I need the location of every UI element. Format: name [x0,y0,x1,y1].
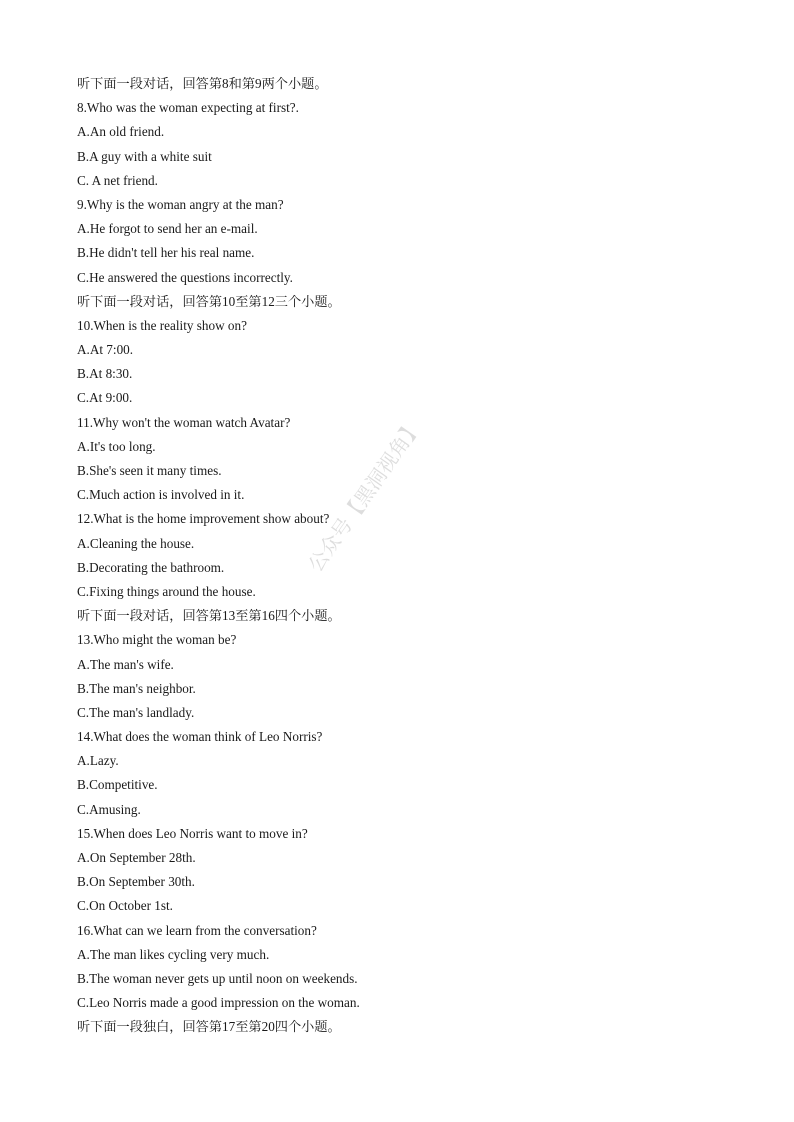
question-9: 9.Why is the woman angry at the man? [77,196,284,212]
question-15: 15.When does Leo Norris want to move in? [77,825,308,841]
option-15a: A.On September 28th. [77,850,196,865]
option-9a: A.He forgot to send her an e-mail. [77,221,258,237]
option-16c: C.Leo Norris made a good impression on the woman. [77,995,360,1011]
question-16: 16.What can we learn from the conversation? [77,922,317,938]
section-instruction: 听下面一段对话，回答第13至第16四个小题。 [77,608,341,624]
option-13a: A.The man's wife. [77,656,174,672]
option-9b: B.He didn't tell her his real name. [77,245,255,261]
option-10b: B.At 8:30. [77,366,133,382]
option-15c: C.On October 1st. [77,898,173,914]
option-12b: B.Decorating the bathroom. [77,559,225,575]
question-13: 13.Who might the woman be? [77,632,237,648]
option-11b: B.She's seen it many times. [77,463,222,478]
option-14a: A.Lazy. [77,753,119,769]
section-instruction: 听下面一段独白，回答第17至第20四个小题。 [77,1019,341,1035]
option-8a: A.An old friend. [77,124,165,140]
option-14b: B.Competitive. [77,777,158,793]
option-13b: B.The man's neighbor. [77,680,196,696]
question-11: 11.Why won't the woman watch Avatar? [77,414,291,430]
section-instruction: 听下面一段对话，回答第8和第9两个小题。 [77,76,328,91]
question-12: 12.What is the home improvement show about? [77,511,330,527]
option-12c: C.Fixing things around the house. [77,583,256,599]
option-13c: C.The man's landlady. [77,704,195,720]
question-8: 8.Who was the woman expecting at first?. [77,100,299,116]
question-14: 14.What does the woman think of Leo Norris? [77,729,323,745]
option-10a: A.At 7:00. [77,342,134,358]
option-8c: C. A net friend. [77,172,158,188]
option-11c: C.Much action is involved in it. [77,487,245,503]
option-9c: C.He answered the questions incorrectly. [77,269,293,285]
option-10c: C.At 9:00. [77,390,133,406]
question-10: 10.When is the reality show on? [77,317,247,333]
option-16b: B.The woman never gets up until noon on weekends. [77,970,358,986]
option-14c: C.Amusing. [77,801,141,817]
option-12a: A.Cleaning the house. [77,535,195,551]
document-page [77,72,717,1040]
option-15b: B.On September 30th. [77,874,195,890]
section-instruction: 听下面一段对话，回答第10至第12三个小题。 [77,293,341,309]
option-16a: A.The man likes cycling very much. [77,946,270,962]
option-8b: B.A guy with a white suit [77,148,212,164]
option-11a: A.It's too long. [77,438,156,454]
watermark: 公众号【黑洞视角】 [303,414,427,577]
